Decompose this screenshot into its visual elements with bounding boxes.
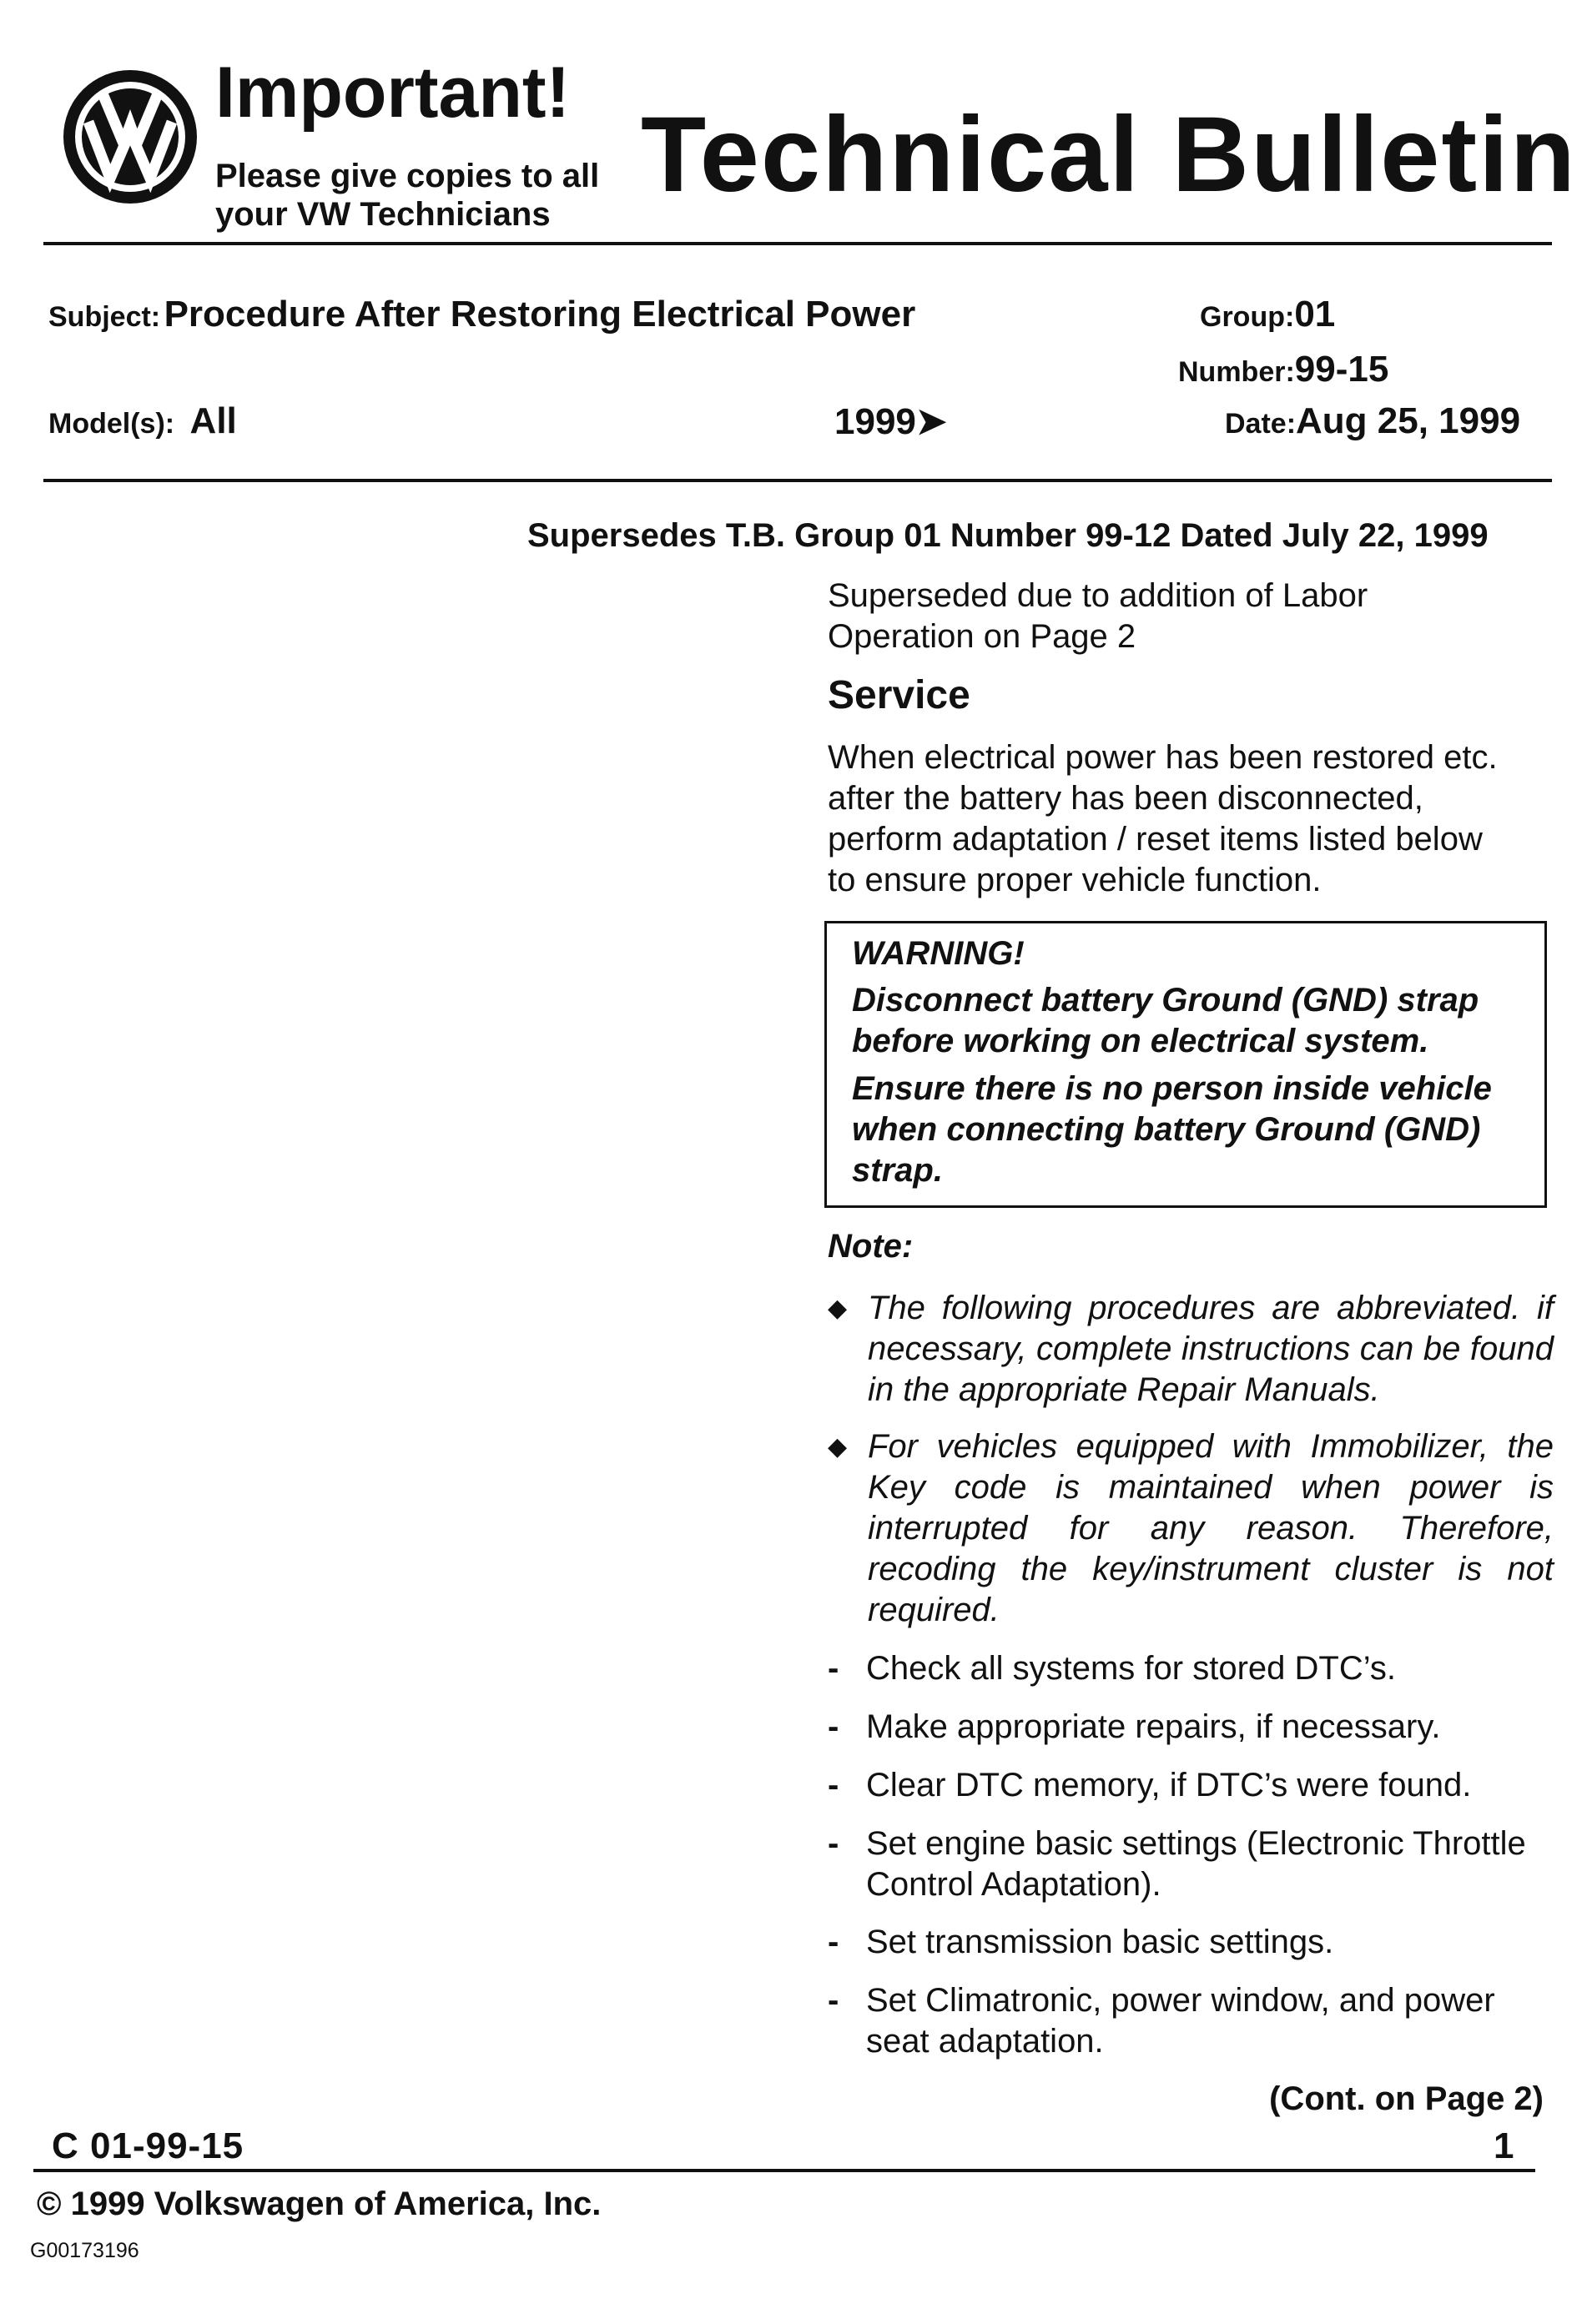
step-text: Make appropriate repairs, if necessary. [866, 1708, 1441, 1745]
continued-note: (Cont. on Page 2) [1269, 2080, 1544, 2117]
bulletin-code: C 01-99-15 [52, 2125, 244, 2166]
step-text: Set engine basic settings (Electronic Throttle Control Adaptation). [866, 1825, 1526, 1903]
step-dash: - [828, 1924, 839, 1960]
note-bullet [828, 1426, 1554, 1631]
model-year: 1999➤ [834, 401, 947, 442]
copies-note [215, 157, 599, 234]
header-divider [43, 242, 1552, 245]
procedure-step [828, 1980, 1554, 2062]
step-dash: - [828, 1825, 839, 1862]
document-id: G00173196 [30, 2239, 139, 2262]
group-label: Group: [1200, 301, 1295, 333]
step-dash: - [828, 1650, 839, 1687]
intro-line-4: to ensure proper vehicle function. [828, 862, 1322, 898]
procedure-step [828, 1648, 1554, 1689]
bulletin-title: Technical Bulletin [641, 95, 1577, 214]
note-bullet [828, 1288, 1554, 1411]
date-value: Aug 25, 1999 [1296, 400, 1521, 441]
page-number: 1 [1494, 2125, 1514, 2166]
group-value: 01 [1294, 294, 1336, 335]
date-row [1225, 400, 1520, 442]
copyright-notice: © 1999 Volkswagen of America, Inc. [37, 2186, 602, 2222]
procedure-step [828, 1922, 1554, 1963]
subject-label: Subject: [48, 301, 161, 333]
important-heading: Important! [215, 53, 571, 133]
superseded-line-2: Operation on Page 2 [828, 618, 1136, 655]
step-text: Set Climatronic, power window, and power seat adaptation. [866, 1982, 1495, 2060]
step-dash: - [828, 1708, 839, 1745]
number-row [1178, 349, 1388, 390]
copies-line-2: your VW Technicians [215, 196, 551, 233]
warning-text-2: Ensure there is no person inside vehicle when connecting battery Ground (GND) strap. [852, 1070, 1492, 1189]
subject-row [48, 294, 915, 335]
superseded-reason [828, 576, 1554, 657]
note-bullet-text: The following procedures are abbreviated. if necessary, complete instructions can be found in the appropriate Repair Manuals. [868, 1290, 1554, 1408]
superseded-line-1: Superseded due to addition of Labor [828, 577, 1368, 614]
service-intro [828, 737, 1554, 901]
meta-divider [43, 479, 1552, 482]
step-dash: - [828, 1982, 839, 2019]
step-dash: - [828, 1767, 839, 1803]
step-text: Set transmission basic settings. [866, 1924, 1334, 1960]
model-row [48, 400, 237, 442]
warning-box [824, 921, 1547, 1208]
supersedes-line: Supersedes T.B. Group 01 Number 99-12 Dated July 22, 1999 [527, 517, 1489, 554]
model-label: Model(s): [48, 408, 175, 440]
service-heading: Service [828, 673, 970, 717]
warning-text-1: Disconnect battery Ground (GND) strap before working on electrical system. [852, 982, 1479, 1059]
group-row [1200, 294, 1335, 335]
procedure-step [828, 1707, 1554, 1748]
step-text: Clear DTC memory, if DTC’s were found. [866, 1767, 1472, 1803]
note-label: Note: [828, 1228, 914, 1265]
intro-line-2: after the battery has been disconnected, [828, 780, 1423, 817]
note-bullet-text: For vehicles equipped with Immobilizer, the Key code is maintained when power is interrupted for any reason. Therefore, recoding the key/instrument cluster is not required. [868, 1428, 1554, 1628]
footer-divider [33, 2169, 1535, 2172]
warning-title: WARNING! [852, 935, 1025, 972]
intro-line-3: perform adaptation / reset items listed below [828, 821, 1483, 858]
intro-line-1: When electrical power has been restored etc. [828, 739, 1498, 776]
copies-line-1: Please give copies to all [215, 158, 600, 194]
model-value: All [189, 400, 237, 441]
vw-logo-icon [60, 67, 200, 207]
procedure-step [828, 1765, 1554, 1806]
date-label: Date: [1225, 408, 1297, 440]
step-text: Check all systems for stored DTC’s. [866, 1650, 1396, 1687]
number-label: Number: [1178, 356, 1295, 388]
procedure-step [828, 1823, 1554, 1905]
diamond-bullet-icon: ◆ [828, 1295, 848, 1322]
subject-value: Procedure After Restoring Electrical Power [164, 294, 916, 335]
diamond-bullet-icon: ◆ [828, 1433, 848, 1461]
number-value: 99-15 [1294, 349, 1389, 390]
